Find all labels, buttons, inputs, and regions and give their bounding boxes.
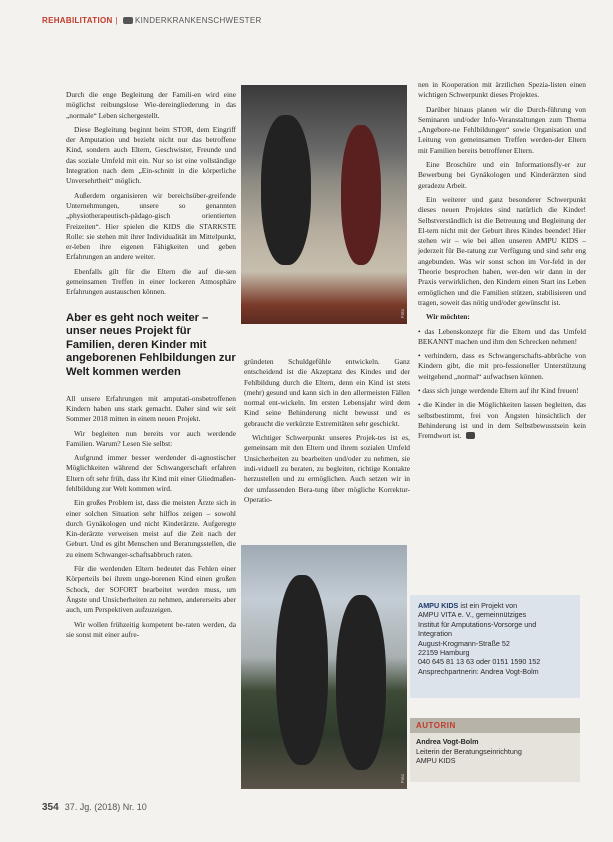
infobox-line: Institut für Amputations-Vorsorge und [418, 619, 537, 629]
header-divider: | [115, 16, 118, 25]
paragraph: gründeten Schuldgefühle entwickeln. Ganz entscheidend ist die Akzeptanz des Kindes und der Fehlbildung durch die Eltern, denn ein Kind ist stets (mehr) gesund und kann sich in den allermeisten Fällen normal ent-wickeln. Im ersten Lebensjahr wird dem Kind seine Behinderung nicht bewusst und es gebraucht die verkürzte Extremitäten sehr geschickt. [244, 357, 410, 428]
photo-children-running [241, 85, 407, 324]
list-item: • das Lebenskonzept für die Eltern und das Umfeld BEKANNT machen und ihm den Schrecken nehmen! [418, 326, 586, 346]
paragraph: Aufgrund immer besser werdender di-agnostischer Möglichkeiten während der Schwangerschaft erfahren Eltern oft sehr früh, dass ihr Kind mit einer Gliedmaßen-fehlbildung zur Welt kommen wird. [66, 453, 236, 493]
list-item: • verhindern, dass es Schwangerschafts-abbrüche von Kindern gibt, die mit pro-fessioneller Unterstützung weitgehend „normal“ aufwachsen können. [418, 351, 586, 381]
paragraph: Eine Broschüre und ein Informationsfly-er zur Bewerbung bei Gynäkologen und Kinderärzten sind geradezu Arbeit. [418, 160, 586, 190]
author-label: AUTORIN [410, 718, 580, 733]
section-rubric: REHABILITATION [42, 16, 113, 25]
page-footer [42, 802, 147, 813]
page-number: 354 [42, 802, 59, 813]
paragraph: Durch die enge Begleitung der Famili-en wird eine möglichst reibungslose Wie-dereingliederung in das „normale“ Leben sichergestellt. [66, 90, 236, 120]
paragraph: Darüber hinaus planen wir die Durch-führung von Seminaren und/oder Info-Veranstaltungen zum Thema „Angebore-ne Fehlbildungen“ sowie Organisation und Leitung von gemeinsamen Treffen werden-der Eltern mit Familien bereits betroffener Eltern. [418, 104, 586, 155]
photo-figure [336, 595, 386, 770]
paragraph: Diese Begleitung beginnt beim STOR, dem Eingriff der Amputation und bezieht nicht nur das betroffene Kind, sondern auch Eltern, Geschwister, Freunde und das soziale Umfeld mit ein. Nur so ist eine vollständige Integration nach dem „Ein-schnitt in die körperliche Unversehrtheit“ möglich. [66, 124, 236, 186]
photo-figure [261, 115, 311, 265]
list-item: • dass sich junge werdende Eltern auf ihr Kind freuen! [418, 386, 579, 396]
paragraph: Außerdem organisieren wir bereichsüber-greifende Unternehmungen, unsere so genannten „physiotherapeutisch-pädago-gisch orientierten Freizeiten“. Hier spielen die KIDS die STARKSTE Rolle: sie stehen mit ihrer Individualität im Mittelpunkt, er-leben ihre eigenen Fähigkeiten und geben Erfahrungen an andere weiter. [66, 190, 236, 262]
author-body [410, 733, 580, 769]
infobox-city: 22159 Hamburg [418, 648, 470, 658]
infobox-line [418, 601, 572, 610]
infobox-phone: 040 645 81 13 63 oder 0151 1590 152 [418, 657, 541, 667]
column-2 [244, 357, 410, 509]
column-1 [66, 90, 236, 644]
issue-info: 37. Jg. (2018) Nr. 10 [64, 802, 147, 812]
list-heading: Wir möchten: [426, 312, 470, 322]
paragraph: nen in Kooperation mit ärztlichen Spezia-listen einen wichtigen Schwerpunkt dieses Projektes. [418, 80, 586, 100]
author-organization: AMPU KIDS [416, 756, 456, 766]
author-name: Andrea Vogt-Bolm [416, 737, 479, 747]
paragraph: Für die werdenden Eltern bedeutet das Fehlen einer Körperteils bei ihrem unge-borenen Kind einen großen Schock, der SOFORT bearbeitet werden muss, um Ängste und Unsicherheiten zu nehmen, andererseits aber auch, um Perspektiven aufzuzeigen. [66, 564, 236, 615]
infobox-address: August-Krogmann-Straße 52 [418, 638, 510, 648]
paragraph: All unsere Erfahrungen mit amputati-onsbetroffenen Kindern haben uns stark gemacht. Daher sind wir seit Sommer 2018 mitten in einem neuen Projekt. [66, 393, 236, 424]
infobox-text: ist ein Projekt von [458, 601, 518, 610]
contact-infobox [410, 595, 580, 698]
journal-logo-icon [123, 17, 133, 24]
paragraph: Wir begleiten nun bereits vor auch werdende Familien. Warum? Lesen Sie selbst: [66, 428, 236, 448]
infobox-line: Integration [418, 629, 452, 639]
infobox-brand: AMPU KIDS [418, 601, 459, 610]
column-3 [418, 80, 586, 446]
author-box [410, 718, 580, 782]
list-item [418, 400, 586, 441]
journal-name: KINDERKRANKENSCHWESTER [134, 16, 262, 25]
photo-figure [341, 125, 381, 265]
photo-credit: Foto [400, 308, 405, 318]
photo-two-people-outdoors [241, 545, 407, 789]
photo-figure [276, 575, 328, 765]
paragraph: Ebenfalls gilt für die Eltern die auf die-sen gemeinsamen Treffen in einer lockeren Atmosphäre Erfahrungen austauschen können. [66, 266, 236, 297]
photo-credit: Foto [400, 773, 405, 783]
paragraph: Wichtiger Schwerpunkt unseres Projek-tes ist es, gemeinsam mit den Eltern und ihrem sozialen Umfeld Unsicherheiten zu bearbeiten und/oder zu nehmen, sie indi-viduell zu beraten, zu begleiten, richtige Kontakte herzustellen und zu ermöglichen. Auch setzen wir in der umfassenden Bera-tung über mögliche Korrektur-Operatio- [244, 433, 410, 504]
paragraph: Ein weiterer und ganz besonderer Schwerpunkt dieses neuen Projektes sind natürlich die Kinder! Selbstverständlich ist die Betreuung und Begleitung der El-tern nicht mit der Geburt ihres Kindes beendet! Hier stehen wir – wie bei allen unseren AMPU KIDS – jederzeit für Be-ratung zur Verfügung und sind sehr eng angebunden. Was wir sonst schon im Vor-feld in der Theorie besprochen haben, wer-den wir dann in der Praxis verwirklichen, den Kindern einen Start ins Leben ermöglichen und die Familien stützen, stabilisieren und tragen, soweit das nötig und/oder gewünscht ist. [418, 194, 586, 307]
paragraph: Ein großes Problem ist, dass die meisten Ärzte sich in einer solchen Situation sehr hilflos zeigen – sowohl durch Gynäkologen und nicht Kinderärzte. Aufgeregte Kin-derärzte verweisen meist auf die Zeit nach der Geburt. Und es gibt Menschen und Beratungsstellen, die zu einem Schwanger-schaftsabbruch raten. [66, 498, 236, 559]
infobox-contact-person: Ansprechpartnerin: Andrea Vogt-Bolm [418, 666, 539, 676]
author-role: Leiterin der Beratungseinrichtung [416, 746, 522, 756]
page-header [42, 16, 582, 30]
paragraph: Wir wollen frühzeitig kompetent be-raten werden, da sie sonst mit einer aufre- [66, 619, 236, 639]
list-item-text: • die Kinder in die Möglichkeiten lassen begleiten, das selbstbestimmt, frei von Ängsten hinsichtlich der Behinderung ist und in dem Selbstbewusstsein kein Fremdwort ist. [418, 400, 586, 441]
section-heading: Aber es geht noch weiter – unser neues Projekt für Familien, deren Kinder mit angeborenen Fehlbildungen zur Welt kommen werden [66, 311, 236, 379]
end-of-article-icon [466, 432, 475, 439]
infobox-line: AMPU VITA e. V., gemeinnütziges [418, 610, 527, 620]
